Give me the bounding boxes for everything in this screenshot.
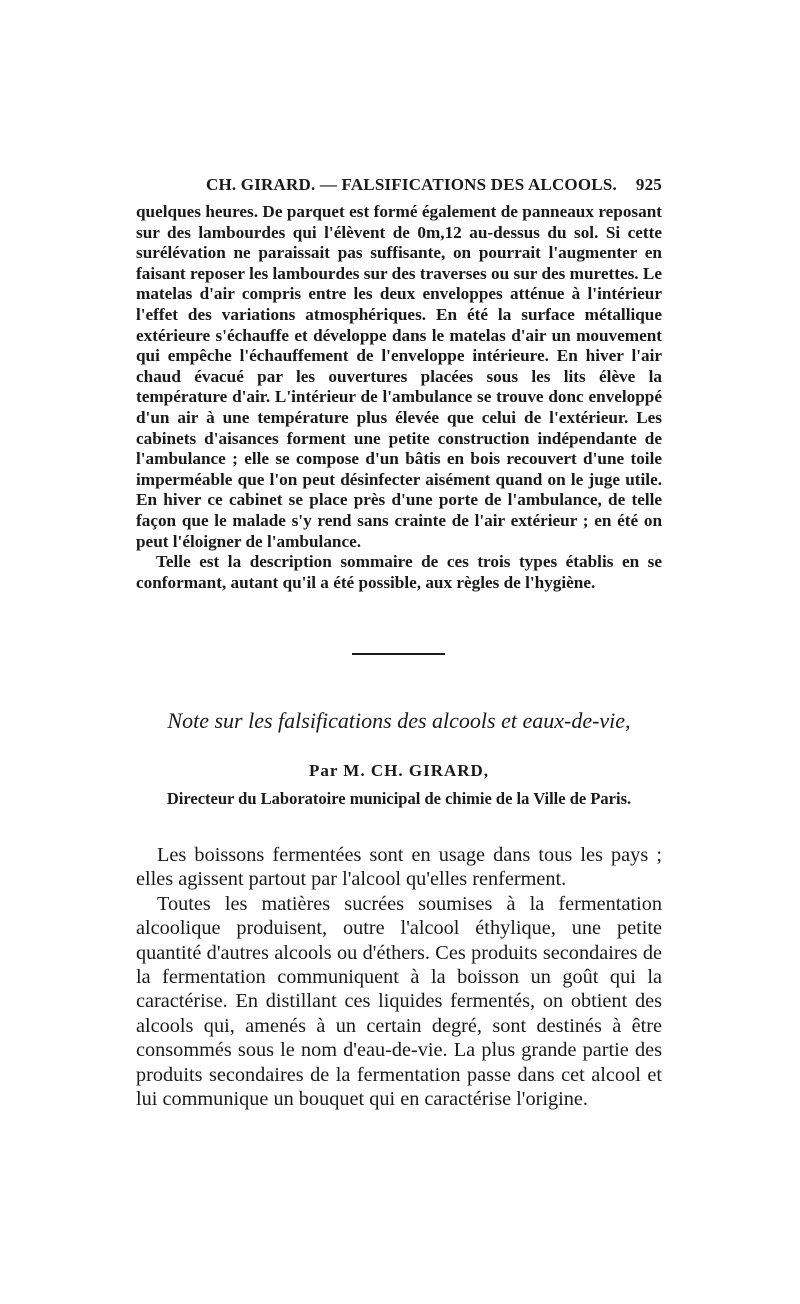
body-paragraph: Les boissons fermentées sont en usage dans tous les pays ; elles agissent partout par l'alcool qu'elles renferment. <box>136 844 662 891</box>
body-paragraph: Toutes les matières sucrées soumises à la fermentation alcoolique produisent, outre l'alcool éthylique, une petite quantité d'autres alcools ou d'éthers. Ces produits secondaires de la fermentation communiquent à la boisson un goût qui la caractérise. En distillant ces liquides fermentés, on obtient des alcools qui, amenés à un certain degré, sont destinés à être consommés sous le nom d'eau-de-vie. La plus grande partie des produits secondaires de la fermentation passe dans cet alcool et lui communique un bouquet qui en caractérise l'origine. <box>136 892 662 1111</box>
note-title: Note sur les falsifications des alcools et eaux-de-vie, <box>167 708 631 733</box>
note-author: Par M. CH. GIRARD, <box>308 761 490 780</box>
continued-paragraph: quelques heures. De parquet est formé également de panneaux reposant sur des lambourdes qui l'élèvent de 0m,12 au-dessus du sol. Si cette surélévation ne paraissait pas suffisante, on pourrait l'augmenter en faisant reposer les lambourdes sur des traverses ou sur des murettes. Le matelas d'air compris entre les deux enveloppes atténue à l'intérieur l'effet des variations atmosphériques. En été la surface métallique extérieure s'échauffe et développe dans le matelas d'air un mouvement qui empêche l'échauffement de l'enveloppe intérieure. En hiver l'air chaud évacué par les ouvertures placées sous les lits élève la température d'air. L'intérieur de l'ambulance se trouve donc enveloppé d'un air à une température plus élevée que celui de l'extérieur. Les cabinets d'aisances forment une petite construction indépendante de l'ambulance ; elle se compose d'un bâtis en bois recouvert d'une toile imperméable que l'on peut désinfecter aisément quand on le juge utile. En hiver ce cabinet se place près d'une porte de l'ambulance, de telle façon que le malade s'y rend sans crainte de l'air extérieur ; en été on peut l'éloigner de l'ambulance. <box>136 202 662 551</box>
continued-paragraph-conclusion: Telle est la description sommaire de ces trois types établis en se conformant, autant qu'il a été possible, aux règles de l'hygiène. <box>136 552 662 592</box>
running-title: CH. GIRARD. — FALSIFICATIONS DES ALCOOLS. <box>206 175 617 194</box>
page-number: 925 <box>635 175 662 194</box>
author-affiliation: Directeur du Laboratoire municipal de chimie de la Ville de Paris. <box>166 789 632 808</box>
section-separator-rule <box>352 653 445 655</box>
note-body-text <box>136 843 662 1111</box>
continued-article-text <box>136 202 662 593</box>
running-head <box>136 175 662 199</box>
